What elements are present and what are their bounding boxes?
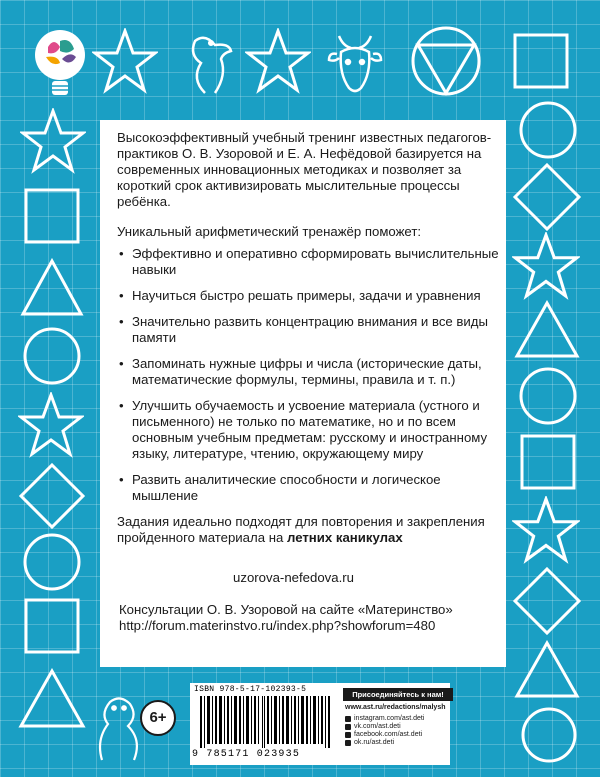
- social-row[interactable]: [345, 739, 453, 746]
- consult-line-1: Консультации О. В. Узоровой на сайте «Материнство»: [119, 602, 453, 617]
- consultation-info: [117, 602, 500, 634]
- diamond-icon: [512, 162, 582, 232]
- square-icon: [24, 598, 80, 654]
- list-item: • Улучшить обучаемость и усвоение материала (устного и письменного) не только по математике, но и по всем основным учебным предметам: русскому и иностранному языку, литературе, чтению, окружающему миру: [117, 398, 500, 462]
- square-icon: [520, 434, 576, 490]
- circle-icon: [518, 100, 578, 160]
- star-icon: [512, 496, 580, 564]
- diamond-icon: [512, 566, 582, 636]
- circle-icon: [520, 706, 578, 764]
- redactions-link[interactable]: www.ast.ru/redactions/malysh: [345, 704, 446, 711]
- instagram-icon: [345, 716, 351, 722]
- lead-line: Уникальный арифметический тренажёр поможет:: [117, 224, 422, 239]
- age-rating-badge: 6+: [140, 700, 176, 736]
- benefits-list: [117, 246, 500, 504]
- goat-sketch-icon: [325, 28, 385, 98]
- triangle-icon: [514, 640, 580, 700]
- description-panel: [100, 120, 506, 667]
- animal-sketch-icon: [92, 682, 142, 762]
- website-link[interactable]: uzorova-nefedova.ru: [233, 570, 354, 585]
- social-row[interactable]: [345, 723, 453, 730]
- tasks-paragraph: [117, 514, 500, 546]
- list-item: • Эффективно и оперативно сформировать вычислительные навыки: [117, 246, 500, 278]
- bird-sketch-icon: [175, 28, 235, 98]
- social-links: [343, 688, 453, 747]
- publisher-url-vertical: WWW.AST.RU: [433, 720, 441, 766]
- star-icon: [92, 28, 158, 94]
- tasks-bold: летних каникулах: [286, 530, 403, 545]
- intro-paragraph: Высокоэффективный учебный тренинг известных педагогов-практиков О. В. Узоровой и Е. А. Нефёдовой базируется на современных инновационных методиках и позволяет за короткий срок активизировать мыслительные процессы ребёнка.: [117, 130, 492, 209]
- ok-icon: [345, 740, 351, 746]
- list-item: • Научиться быстро решать примеры, задачи и уравнения: [117, 288, 500, 304]
- facebook-icon: [345, 732, 351, 738]
- circle-icon: [518, 366, 578, 426]
- triangle-down-circle-icon: [410, 25, 482, 97]
- star-icon: [512, 232, 580, 300]
- lightbulb-brain-icon: [30, 25, 90, 105]
- social-link[interactable]: facebook.com/ast.deti: [354, 731, 423, 738]
- circle-icon: [22, 532, 82, 592]
- vk-icon: [345, 724, 351, 730]
- star-icon: [20, 108, 86, 174]
- star-icon: [18, 392, 84, 458]
- triangle-icon: [514, 300, 580, 360]
- join-us-banner: Присоединяйтесь к нам!: [343, 688, 453, 701]
- square-icon: [513, 33, 569, 89]
- isbn-text: ISBN 978-5-17-102393-5: [194, 685, 307, 694]
- barcode-icon: [200, 696, 330, 748]
- triangle-icon: [18, 668, 86, 730]
- social-row[interactable]: [345, 715, 453, 722]
- social-link[interactable]: instagram.com/ast.deti: [354, 715, 425, 722]
- list-item: • Запоминать нужные цифры и числа (исторические даты, математические формулы, термины, правила и т. п.): [117, 356, 500, 388]
- barcode-number: 9 785171 023935: [192, 749, 301, 760]
- forum-link[interactable]: http://forum.materinstvo.ru/index.php?showforum=480: [119, 618, 436, 633]
- social-row[interactable]: [345, 731, 453, 738]
- triangle-icon: [20, 258, 84, 318]
- list-item: • Значительно развить концентрацию внимания и все виды памяти: [117, 314, 500, 346]
- list-item: • Развить аналитические способности и логическое мышление: [117, 472, 500, 504]
- star-icon: [245, 28, 311, 94]
- diamond-icon: [18, 462, 86, 530]
- social-link[interactable]: ok.ru/ast.deti: [354, 739, 395, 746]
- square-icon: [24, 188, 80, 244]
- tasks-text: Задания идеально подходят для повторения и закрепления пройденного материала на: [117, 514, 485, 545]
- social-link[interactable]: vk.com/ast.deti: [354, 723, 401, 730]
- circle-icon: [22, 326, 82, 386]
